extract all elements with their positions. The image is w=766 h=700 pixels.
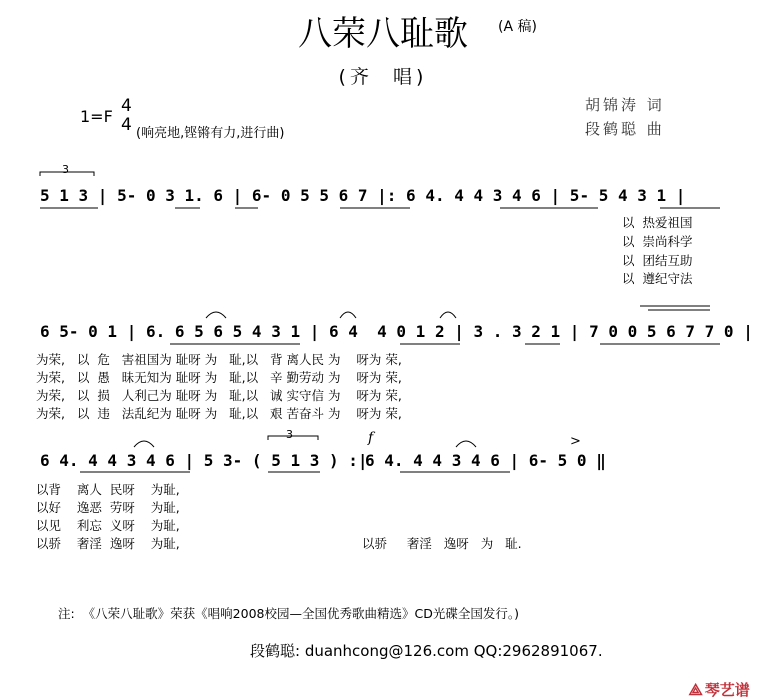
draft-label: (A 稿) xyxy=(498,19,537,35)
notation-line-1: 5 1 3 | 5- 0 3 1. 6 | 6- 0 5 5 6 7 |: 6 4. 4 4 3 4 6 | 5- 5 4 3 1 | xyxy=(40,186,686,205)
footnote: 注: 《八荣八耻歌》荣获《唱响2008校园—全国优秀歌曲精选》CD光碟全国发行。) xyxy=(58,606,519,621)
time-signature-bottom: 4 xyxy=(121,115,132,135)
lyric-line-2-verse-3: 为荣, 以 损 人利己为 耻呀 为 耻,以 诚 实守信 为 呀为 荣, xyxy=(36,388,402,403)
lyric-line-1-verse-1: 以 热爱祖国 xyxy=(622,215,693,230)
song-title: 八荣八耻歌 xyxy=(298,14,468,54)
lyric-final-ending: 以骄 奢淫 逸呀 为 耻. xyxy=(362,536,522,551)
accent-mark: > xyxy=(570,434,581,449)
lyric-line-3-verse-4: 以骄 奢淫 逸呀 为耻, xyxy=(36,536,180,551)
key-signature: 1=F xyxy=(80,107,113,126)
notation-line-3-ending: 6 4. 4 4 3 4 6 | 6- 5 0 ‖ xyxy=(365,451,606,470)
lyric-line-1-verse-3: 以 团结互助 xyxy=(622,253,693,268)
author-contact: 段鹤聪: duanhcong@126.com QQ:2962891067. xyxy=(250,642,603,660)
lyric-line-2-verse-1: 为荣, 以 危 害祖国为 耻呀 为 耻,以 背 离人民 为 呀为 荣, xyxy=(36,352,402,367)
performance-style: (齐 唱) xyxy=(338,66,428,88)
triplet-mark: 3 xyxy=(286,428,293,441)
lyric-line-3-verse-1: 以背 离人 民呀 为耻, xyxy=(36,482,180,497)
lyricist-credit: 胡锦涛 词 xyxy=(585,96,665,114)
watermark-text: 琴艺谱 xyxy=(704,681,750,699)
volta-mark: f xyxy=(368,430,374,446)
time-signature-top: 4 xyxy=(121,96,132,116)
lyric-line-3-verse-2: 以好 逸恶 劳呀 为耻, xyxy=(36,500,180,515)
lyric-line-2-verse-4: 为荣, 以 违 法乱纪为 耻呀 为 耻,以 艰 苦奋斗 为 呀为 荣, xyxy=(36,406,402,421)
lyric-line-1-verse-2: 以 崇尚科学 xyxy=(622,234,693,249)
lyric-line-1-verse-4: 以 遵纪守法 xyxy=(622,271,693,286)
lyric-line-3-verse-3: 以见 利忘 义呀 为耻, xyxy=(36,518,180,533)
composer-credit: 段鹤聪 曲 xyxy=(585,120,665,138)
notation-line-2: 6 5- 0 1 | 6. 6 5 6 5 4 3 1 | 6 4 4 0 1 2 | 3 . 3 2 1 | 7 0 0 5 6 7 7 0 | xyxy=(40,322,753,341)
watermark-icon: ⟁ xyxy=(688,680,703,699)
tempo-marking: (响亮地,铿锵有力,进行曲) xyxy=(136,126,285,141)
lyric-line-2-verse-2: 为荣, 以 愚 昧无知为 耻呀 为 耻,以 辛 勤劳动 为 呀为 荣, xyxy=(36,370,402,385)
notation-line-3-repeat: 6 4. 4 4 3 4 6 | 5 3- ( 5 1 3 ) :| xyxy=(40,451,368,470)
triplet-mark: 3 xyxy=(62,163,69,176)
